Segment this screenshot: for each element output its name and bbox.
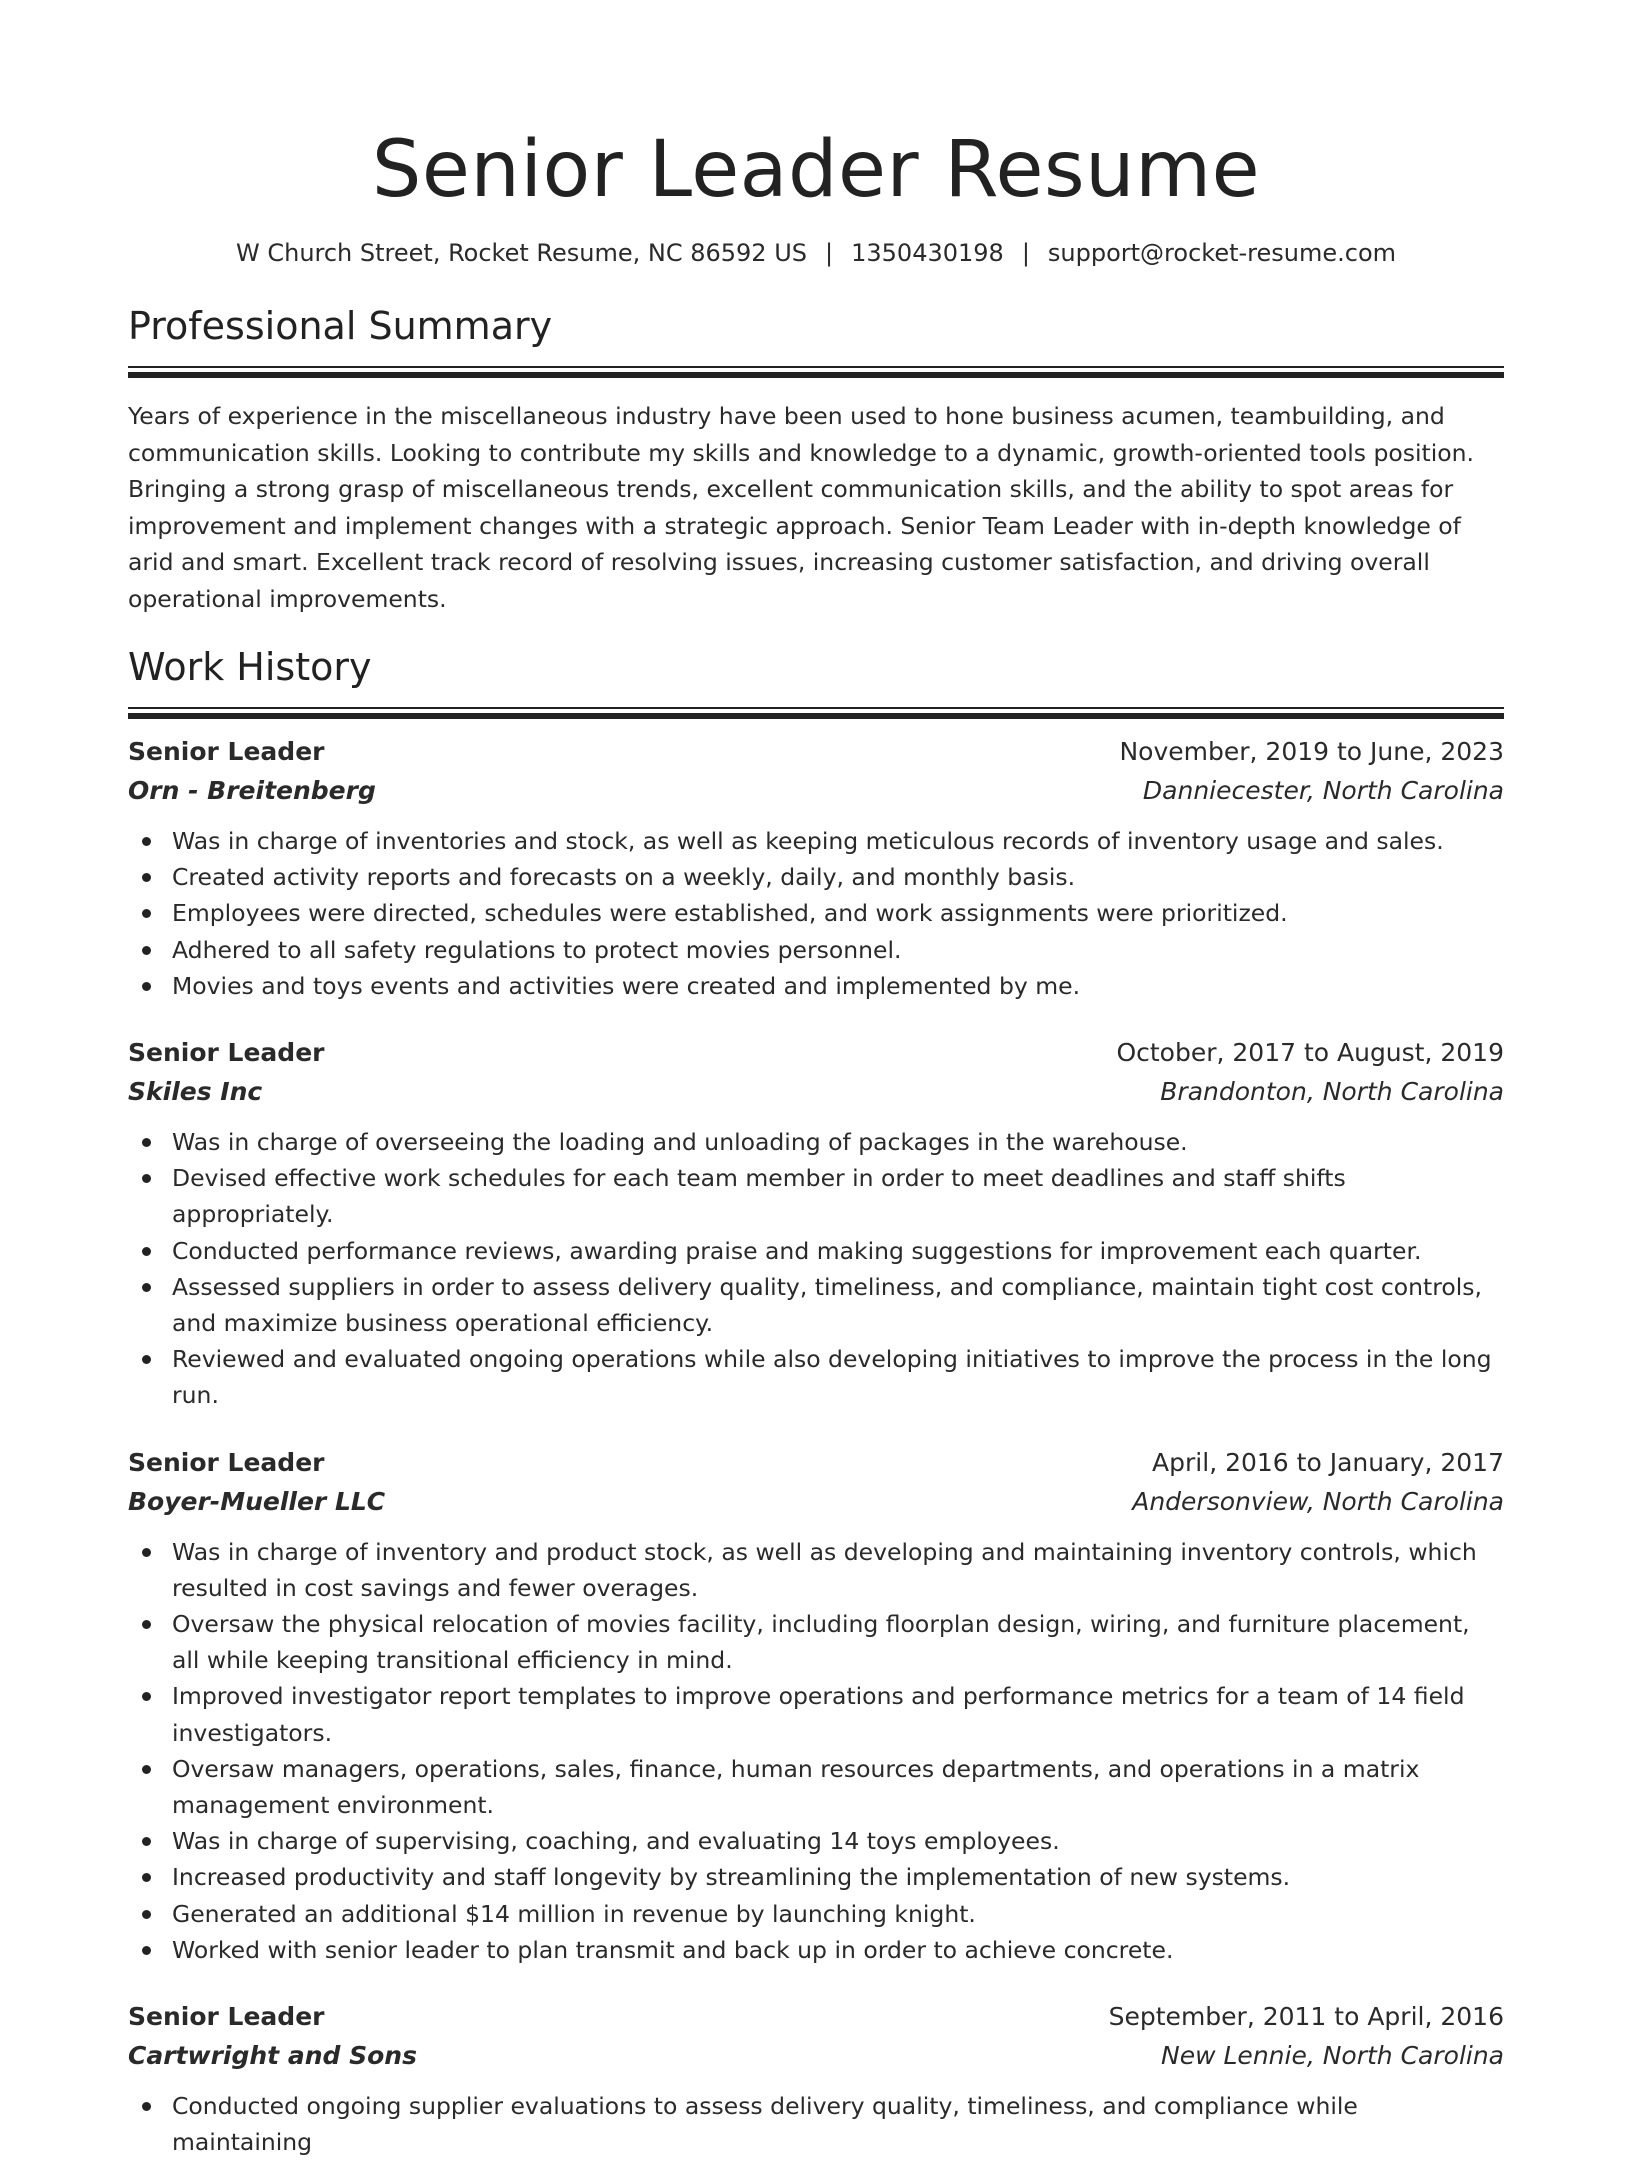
bullet-dot-icon (142, 1692, 151, 1701)
bullet-dot-icon (142, 1837, 151, 1846)
job-bullet (172, 1534, 1504, 1606)
job-company: Skiles Inc (128, 1077, 263, 1107)
job-bullet-list (128, 2088, 1504, 2160)
divider-thin-line (128, 707, 1504, 709)
bullet-dot-icon (142, 1247, 151, 1256)
job-bullet (172, 968, 1504, 1004)
job-title: Senior Leader (128, 737, 325, 766)
job-bullet-text: Oversaw managers, operations, sales, finance, human resources departments, and operations in a matrix management environment. (172, 1754, 1420, 1820)
job-location: Danniecester, North Carolina (1142, 776, 1504, 805)
job-title: Senior Leader (128, 1038, 325, 1068)
job-company: Cartwright and Sons (128, 2041, 417, 2071)
bullet-dot-icon (142, 1620, 151, 1629)
job-company-row (128, 1072, 1504, 1112)
bullet-dot-icon (142, 982, 151, 991)
job-bullet-text: Was in charge of overseeing the loading and unloading of packages in the warehouse. (172, 1128, 1188, 1157)
job-bullet-text: Conducted ongoing supplier evaluations to assess delivery quality, timeliness, and compliance while maintaining (172, 2092, 1358, 2157)
bullet-dot-icon (142, 1946, 151, 1955)
bullet-dot-icon (142, 1283, 151, 1292)
contact-email: support@rocket-resume.com (1047, 239, 1396, 267)
job-bullet (172, 1859, 1504, 1895)
job-bullet (172, 1932, 1504, 1968)
job-bullet (172, 859, 1504, 895)
divider-thick-line (128, 713, 1504, 719)
job-bullet-text: Increased productivity and staff longevity by streamlining the implementation of new systems. (172, 1863, 1291, 1892)
job-bullet-text: Adhered to all safety regulations to protect movies personnel. (172, 935, 902, 964)
job-header-row (128, 1034, 1504, 1072)
divider-thick-line (128, 372, 1504, 378)
bullet-dot-icon (142, 1548, 151, 1557)
job-location: Andersonview, North Carolina (1132, 1486, 1504, 1516)
job-entry (128, 1034, 1504, 1414)
contact-phone: 1350430198 (851, 239, 1004, 267)
job-bullet-text: Was in charge of inventories and stock, as well as keeping meticulous records of inventory usage and sales. (172, 827, 1444, 855)
job-bullet-list (128, 1534, 1504, 1968)
bullet-dot-icon (142, 837, 151, 846)
section-heading-work-history: Work History (128, 645, 372, 689)
contact-separator: | (1021, 239, 1030, 267)
bullet-dot-icon (142, 909, 151, 918)
job-bullet (172, 1678, 1504, 1750)
job-dates: April, 2016 to January, 2017 (1152, 1447, 1504, 1477)
job-bullet (172, 823, 1504, 859)
job-company-row (128, 771, 1504, 811)
job-bullet (172, 2088, 1504, 2160)
job-bullet-text: Assessed suppliers in order to assess delivery quality, timeliness, and compliance, maintain tight cost controls, and maximize business operational efficiency. (172, 1272, 1483, 1338)
job-bullet (172, 1896, 1504, 1932)
job-company-row (128, 2036, 1504, 2076)
job-bullet (172, 1269, 1504, 1341)
professional-summary-section (128, 302, 1504, 617)
resume-title: Senior Leader Resume (371, 125, 1261, 215)
job-entry (128, 1444, 1504, 1968)
job-bullet-text: Worked with senior leader to plan transmit and back up in order to achieve concrete. (172, 1935, 1174, 1964)
job-location: Brandonton, North Carolina (1160, 1077, 1504, 1107)
job-bullet-text: Devised effective work schedules for each team member in order to meet deadlines and staff shifts appropriately. (172, 1164, 1346, 1229)
bullet-dot-icon (142, 1873, 151, 1882)
job-bullet (172, 1823, 1504, 1859)
job-company-row (128, 1482, 1504, 1522)
job-title: Senior Leader (128, 1447, 325, 1477)
contact-address: W Church Street, Rocket Resume, NC 86592 US (235, 239, 808, 267)
bullet-dot-icon (142, 1910, 151, 1919)
job-bullet (172, 932, 1504, 968)
job-header-row (128, 733, 1504, 771)
job-company: Boyer-Mueller LLC (128, 1486, 386, 1516)
bullet-dot-icon (142, 873, 151, 882)
bullet-dot-icon (142, 2102, 151, 2111)
job-entry (128, 733, 1504, 1004)
job-title: Senior Leader (128, 2002, 325, 2032)
job-bullet-list (128, 823, 1504, 1004)
job-dates: October, 2017 to August, 2019 (1116, 1038, 1504, 1068)
bullet-dot-icon (142, 1355, 151, 1364)
job-bullet-text: Improved investigator report templates to improve operations and performance metrics for a team of 14 field investigators. (172, 1682, 1465, 1747)
job-bullet (172, 1233, 1504, 1269)
divider-thin-line (128, 366, 1504, 368)
job-entry (128, 1998, 1504, 2160)
bullet-dot-icon (142, 946, 151, 955)
job-dates: November, 2019 to June, 2023 (1119, 737, 1504, 766)
contact-line (128, 236, 1504, 270)
job-bullet (172, 895, 1504, 931)
section-heading-summary: Professional Summary (128, 304, 553, 348)
section-divider (128, 366, 1504, 376)
resume-page (128, 0, 1504, 2160)
job-bullet-text: Conducted performance reviews, awarding praise and making suggestions for improvement each quarter. (172, 1236, 1422, 1265)
work-history-section (128, 643, 1504, 2160)
job-bullet-text: Generated an additional $14 million in revenue by launching knight. (172, 1899, 976, 1928)
job-bullet (172, 1606, 1504, 1678)
bullet-dot-icon (142, 1765, 151, 1774)
job-dates: September, 2011 to April, 2016 (1108, 2002, 1504, 2032)
section-divider (128, 707, 1504, 717)
job-bullet-text: Movies and toys events and activities were created and implemented by me. (172, 971, 1081, 1000)
job-header-row (128, 1998, 1504, 2036)
job-bullet (172, 1160, 1504, 1232)
job-header-row (128, 1444, 1504, 1482)
job-bullet-text: Was in charge of inventory and product stock, as well as developing and maintaining inventory controls, which resulted in cost savings and fewer overages. (172, 1537, 1477, 1602)
job-bullet-text: Employees were directed, schedules were established, and work assignments were prioritized. (172, 899, 1288, 928)
job-company: Orn - Breitenberg (128, 776, 376, 805)
job-bullet-text: Created activity reports and forecasts on a weekly, daily, and monthly basis. (172, 863, 1076, 892)
job-bullet (172, 1341, 1504, 1413)
job-bullet-text: Reviewed and evaluated ongoing operations while also developing initiatives to improve the process in the long run. (172, 1345, 1492, 1410)
job-bullet-text: Was in charge of supervising, coaching, and evaluating 14 toys employees. (172, 1827, 1060, 1856)
summary-paragraph: Years of experience in the miscellaneous industry have been used to hone business acumen, teambuilding, and communication skills. Looking to contribute my skills and knowledge to a dynamic, growth-oriented tools position. Bringing a strong grasp of miscellaneous trends, excellent communication skills, and the ability to spot areas for improvement and implement changes with a strategic approach. Senior Team Leader with in-depth knowledge of arid and smart. Excellent track record of resolving issues, increasing customer satisfaction, and driving overall operational improvements. (128, 402, 1475, 613)
job-bullet-text: Oversaw the physical relocation of movies facility, including floorplan design, wiring, and furniture placement, all while keeping transitional efficiency in mind. (172, 1610, 1470, 1675)
contact-separator: | (825, 239, 834, 267)
job-location: New Lennie, North Carolina (1161, 2041, 1504, 2071)
job-bullet-list (128, 1124, 1504, 1414)
job-bullet (172, 1124, 1504, 1160)
bullet-dot-icon (142, 1174, 151, 1183)
bullet-dot-icon (142, 1138, 151, 1147)
job-bullet (172, 1751, 1504, 1823)
